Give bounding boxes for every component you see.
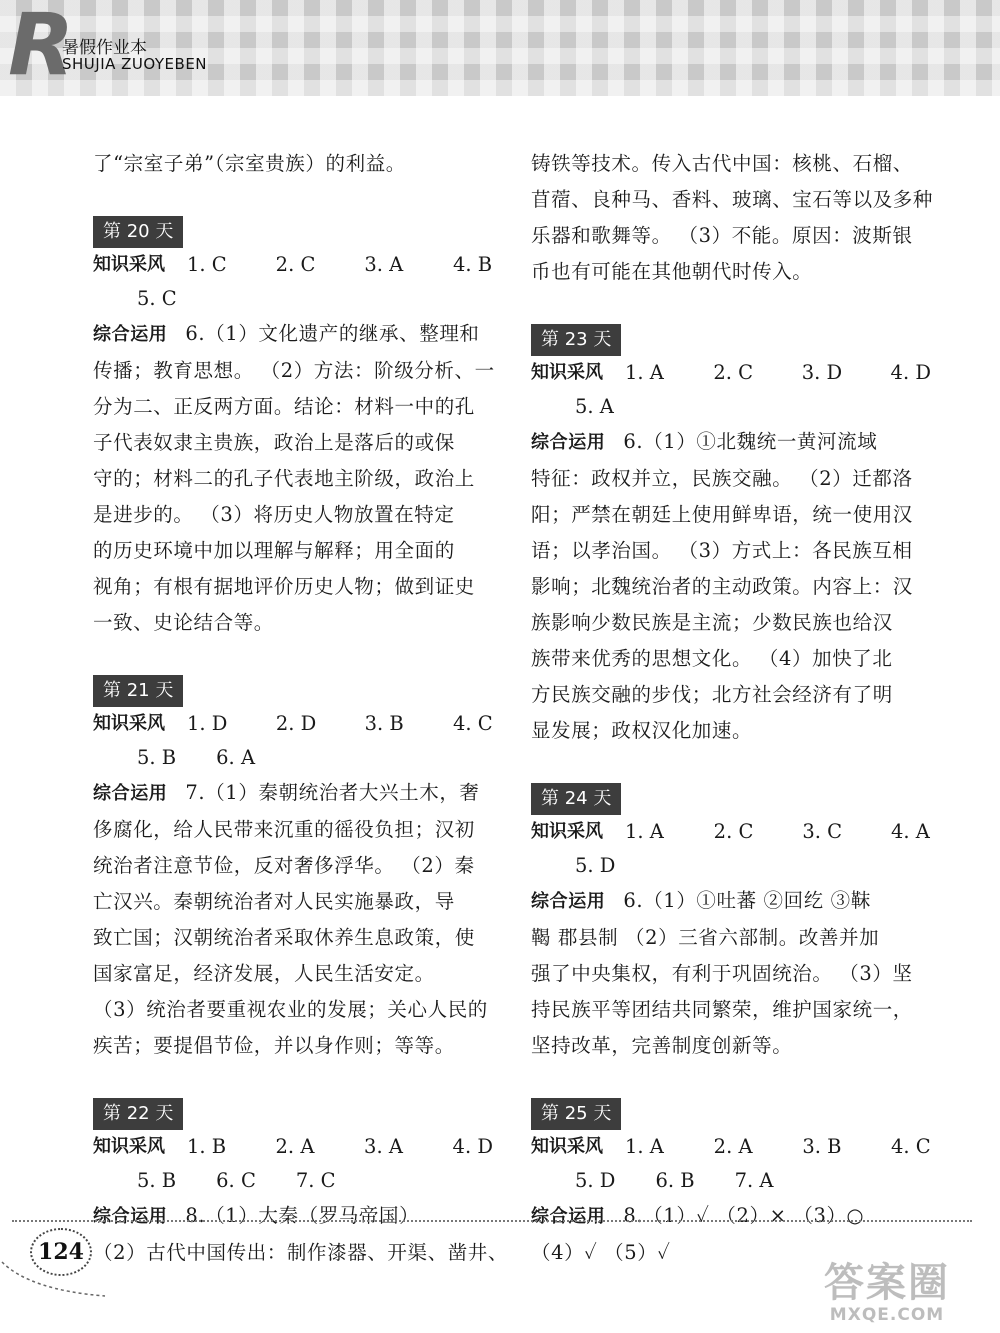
answer-item: 2. C	[713, 361, 754, 384]
answer-item: 3. C	[802, 820, 843, 843]
day-23-knowledge-row2	[531, 390, 931, 424]
knowledge-label: 知识采风	[531, 821, 603, 842]
day-21-comp-line: 侈腐化，给人民带来沉重的徭役负担；汉初	[93, 818, 475, 841]
right-intro-line: 苜蓿、良种马、香料、玻璃、宝石等以及多种	[531, 188, 934, 211]
header-subtitle: SHUJIA ZUOYEBEN	[62, 55, 208, 73]
answer-item: 6. A	[216, 746, 256, 769]
day-21-comp-line: 亡汉兴。秦朝统治者对人民实施暴政，导	[93, 890, 455, 913]
answer-item: 4. B	[452, 253, 493, 276]
answer-item: 2. C	[275, 253, 316, 276]
day-21-knowledge-row	[93, 707, 493, 741]
day-21-section	[93, 641, 493, 1064]
answer-item: 1. A	[625, 361, 664, 384]
answer-item: 5. D	[575, 1169, 616, 1192]
answer-item: 4. C	[890, 1135, 931, 1158]
day-22-comp-line: （2）古代中国传出：制作漆器、开渠、凿井、	[93, 1241, 509, 1264]
day-25-knowledge-row	[531, 1130, 931, 1164]
footer-dotted-line	[12, 1220, 972, 1223]
day-21-comp-line: 致亡国；汉朝统治者采取休养生息政策，使	[93, 926, 475, 949]
day-23-comp-line: 特征：政权并立，民族交融。 （2）迁都洛	[531, 467, 913, 490]
day-23-label: 第 23 天	[531, 324, 621, 356]
answer-item: 1. C	[187, 253, 227, 276]
answer-item: 2. A	[275, 1135, 315, 1158]
answer-item: 4. D	[452, 1135, 493, 1158]
day-24-comp-line: 持民族平等团结共同繁荣，维护国家统一，	[531, 998, 913, 1021]
answer-item: 3. A	[364, 253, 404, 276]
day-21-label: 第 21 天	[93, 675, 183, 707]
right-intro-line: 乐器和歌舞等。 （3）不能。原因：波斯银	[531, 224, 913, 247]
day-24-comp-line: 综合运用 6.（1）①吐蕃 ②回纥 ③靺	[531, 889, 871, 912]
answer-item: 4. C	[452, 712, 493, 735]
right-column	[531, 146, 934, 1271]
day-24-comp-line: 鞨 郡县制 （2）三省六部制。改善并加	[531, 926, 880, 949]
header-logo-letter: R	[8, 0, 75, 95]
day-20-comp-line: 的历史环境中加以理解与解释；用全面的	[93, 539, 455, 562]
answer-item: 1. D	[187, 712, 228, 735]
left-column	[93, 146, 509, 1271]
day-25-label: 第 25 天	[531, 1098, 621, 1130]
day-24-label: 第 24 天	[531, 783, 621, 815]
left-intro-text: 了“宗室子弟”（宗室贵族）的利益。	[93, 152, 406, 175]
day-21-comp-line: 综合运用 7.（1）秦朝统治者大兴土木，奢	[93, 781, 480, 804]
day-24-section	[531, 749, 931, 1064]
day-20-comp-line: 综合运用 6.（1）文化遗产的继承、整理和	[93, 322, 480, 345]
answer-item: 2. D	[275, 712, 317, 735]
comp-label: 综合运用	[93, 1206, 168, 1227]
day-22-comp-line: 综合运用 8.（1）大秦（罗马帝国）	[93, 1204, 420, 1227]
answer-item: 5. B	[137, 1169, 177, 1192]
day-20-knowledge-row	[93, 248, 493, 282]
watermark-text: 答案圈	[824, 1260, 950, 1306]
comp-label: 综合运用	[531, 1206, 606, 1227]
answer-item: 1. A	[625, 820, 664, 843]
day-21-comp-line: 国家富足，经济发展，人民生活安定。	[93, 962, 435, 985]
day-20-comp-line: 守的；材料二的孔子代表地主阶级，政治上	[93, 467, 475, 490]
day-20-comp-line: 子代表奴隶主贵族，政治上是落后的或保	[93, 431, 455, 454]
day-23-comp-line: 综合运用 6.（1）①北魏统一黄河流域	[531, 430, 878, 453]
knowledge-label: 知识采风	[93, 1136, 165, 1157]
comp-label: 综合运用	[531, 891, 606, 912]
day-20-comp-line: 分为二、正反两方面。结论：材料一中的孔	[93, 395, 475, 418]
day-21-knowledge-row2	[93, 741, 493, 775]
answer-item: 1. B	[187, 1135, 227, 1158]
answer-item: 4. D	[890, 361, 931, 384]
answer-item: 5. A	[575, 395, 614, 418]
watermark-url: MXQE.COM	[829, 1305, 945, 1325]
day-22-section	[93, 1064, 509, 1271]
answer-item: 6. C	[216, 1169, 256, 1192]
watermark	[792, 1262, 982, 1328]
day-20-comp-line: 是进步的。 （3）将历史人物放置在特定	[93, 503, 455, 526]
answer-item: 3. B	[802, 1135, 842, 1158]
answer-item: 3. A	[364, 1135, 403, 1158]
day-21-comp-line: 统治者注意节俭，反对奢侈浮华。 （2）秦	[93, 854, 475, 877]
answer-item: 7. A	[734, 1169, 774, 1192]
page-header	[0, 0, 1000, 96]
day-23-knowledge-row	[531, 356, 931, 390]
knowledge-label: 知识采风	[93, 713, 165, 734]
day-23-comp-line: 显发展；政权汉化加速。	[531, 719, 753, 742]
answer-item: 5. D	[575, 854, 616, 877]
answer-item: 5. C	[137, 287, 177, 310]
day-20-label: 第 20 天	[93, 216, 183, 248]
answer-item: 2. C	[713, 820, 754, 843]
day-21-comp-line: 疾苦；要提倡节俭，并以身作则；等等。	[93, 1034, 455, 1057]
comp-label: 综合运用	[93, 783, 168, 804]
header-title: 暑假作业本	[62, 38, 147, 58]
answer-item: 3. D	[801, 361, 843, 384]
day-25-comp-line: （4）✓ （5）✓	[531, 1241, 671, 1264]
day-25-knowledge-row2	[531, 1164, 931, 1198]
answer-item: 1. A	[625, 1135, 664, 1158]
knowledge-label: 知识采风	[93, 254, 165, 275]
day-24-comp-line: 坚持改革，完善制度创新等。	[531, 1034, 793, 1057]
day-23-comp-line: 族影响少数民族是主流；少数民族也给汉	[531, 611, 893, 634]
day-23-comp-line: 方民族交融的步伐；北方社会经济有了明	[531, 683, 893, 706]
day-24-knowledge-row2	[531, 849, 931, 883]
comp-label: 综合运用	[531, 432, 606, 453]
day-24-comp-line: 强了中央集权，有利于巩固统治。 （3）坚	[531, 962, 913, 985]
answer-item: 7. C	[295, 1169, 336, 1192]
answer-item: 4. A	[890, 820, 930, 843]
answer-item: 3. B	[364, 712, 404, 735]
day-22-knowledge-row2	[93, 1164, 493, 1198]
answer-item: 2. A	[713, 1135, 753, 1158]
answer-item: 5. B	[137, 746, 177, 769]
day-25-comp-line: 综合运用 8.（1）✓ （2）× （3）○	[531, 1204, 865, 1227]
right-intro-line: 币也有可能在其他朝代时传入。	[531, 260, 813, 283]
right-intro-line: 铸铁等技术。传入古代中国：核桃、石榴、	[531, 152, 913, 175]
page-number: 124	[38, 1239, 84, 1265]
day-23-comp-line: 影响；北魏统治者的主动政策。内容上：汉	[531, 575, 913, 598]
knowledge-label: 知识采风	[531, 362, 603, 383]
day-20-comp-line: 视角；有根有据地评价历史人物；做到证史	[93, 575, 475, 598]
day-20-section	[93, 182, 493, 641]
day-21-comp-line: （3）统治者要重视农业的发展；关心人民的	[93, 998, 488, 1021]
knowledge-label: 知识采风	[531, 1136, 603, 1157]
comp-label: 综合运用	[93, 324, 168, 345]
day-20-knowledge-row2	[93, 282, 493, 316]
answer-item: 6. B	[655, 1169, 695, 1192]
day-24-knowledge-row	[531, 815, 931, 849]
day-23-comp-line: 阳；严禁在朝廷上使用鲜卑语，统一使用汉	[531, 503, 913, 526]
day-20-comp-line: 一致、史论结合等。	[93, 611, 274, 634]
footer-decorative-curve-icon	[0, 1260, 110, 1300]
day-25-section	[531, 1064, 931, 1271]
day-22-label: 第 22 天	[93, 1098, 183, 1130]
day-23-comp-line: 语；以孝治国。 （3）方式上：各民族互相	[531, 539, 913, 562]
day-20-comp-line: 传播；教育思想。 （2）方法：阶级分析、一	[93, 359, 495, 382]
day-23-section	[531, 290, 931, 749]
day-23-comp-line: 族带来优秀的思想文化。 （4）加快了北	[531, 647, 893, 670]
day-22-knowledge-row	[93, 1130, 493, 1164]
